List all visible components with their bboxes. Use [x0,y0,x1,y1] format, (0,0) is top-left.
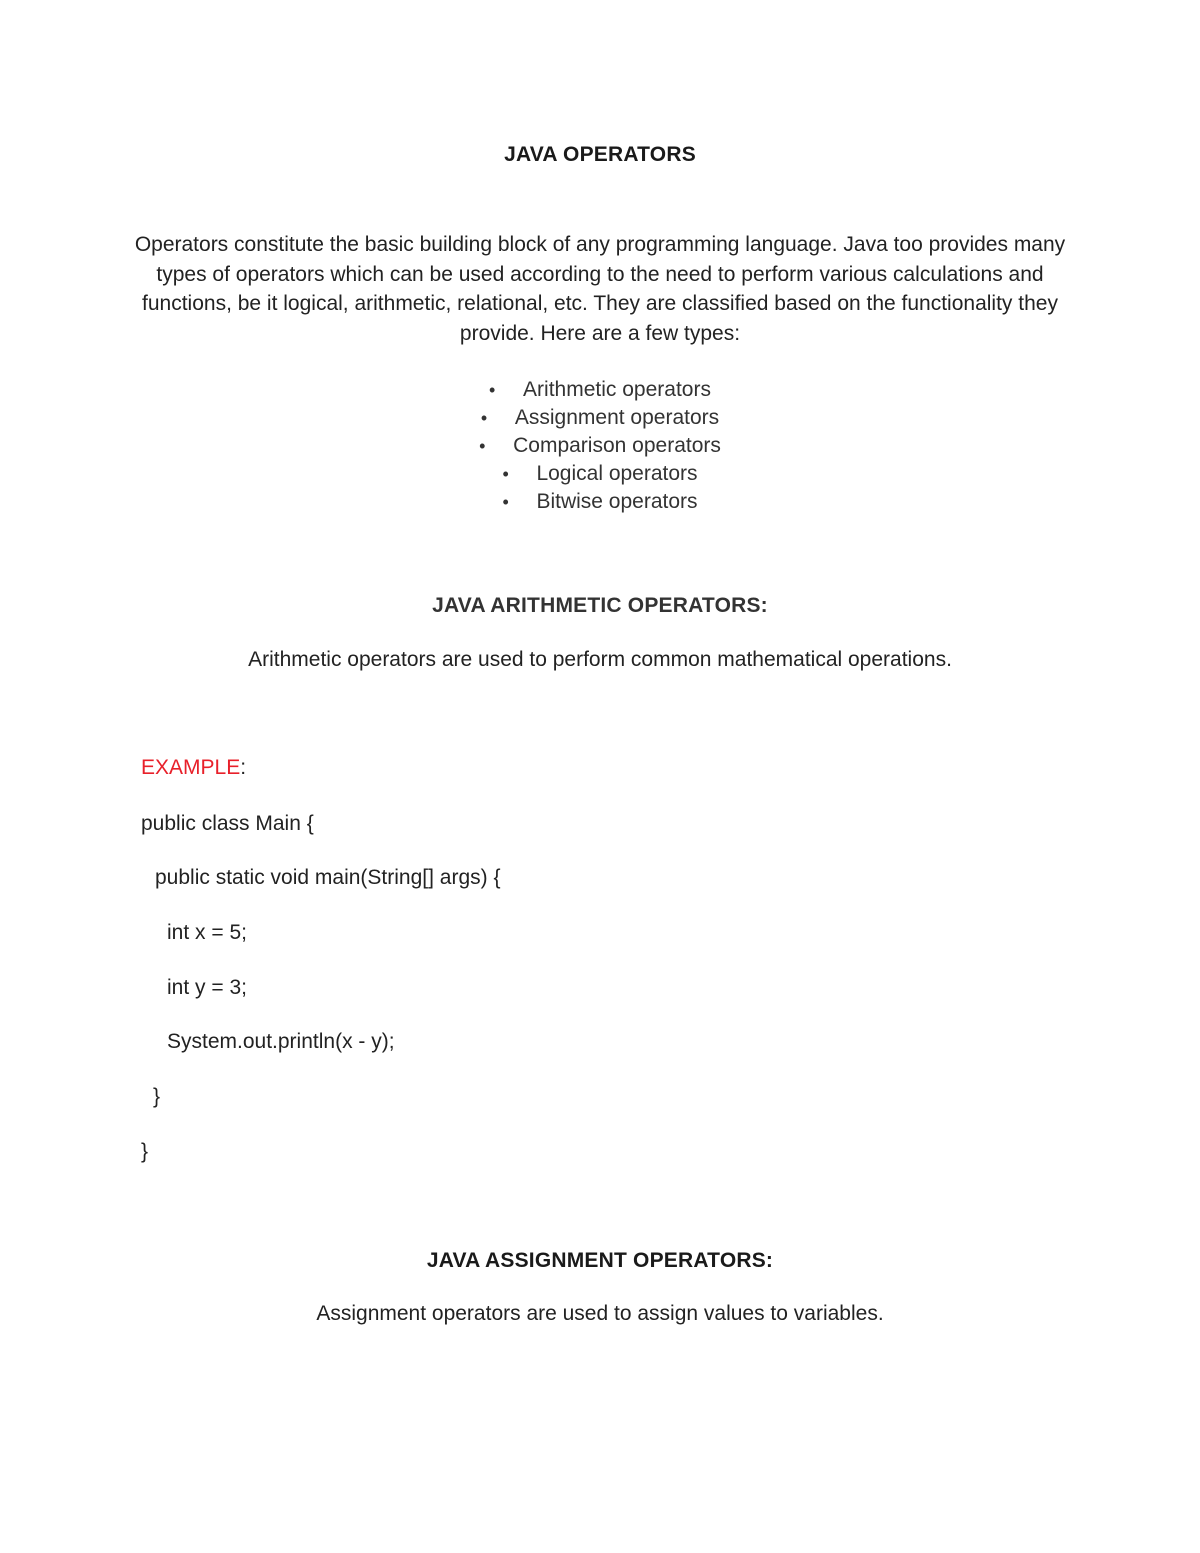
list-item [0,404,1200,432]
code-line: public class Main { [141,812,314,835]
list-item-label: Comparison operators [513,434,721,457]
arithmetic-description: Arithmetic operators are used to perform common mathematical operations. [248,648,952,671]
list-item [0,432,1200,460]
page-title: JAVA OPERATORS [504,143,696,166]
list-item-label: Logical operators [536,462,698,485]
list-item [0,488,1200,516]
code-line: public static void main(String[] args) { [155,866,501,889]
bullet-icon: • [479,436,486,456]
arithmetic-heading: JAVA ARITHMETIC OPERATORS: [432,594,768,617]
bullet-icon: • [480,408,488,428]
list-item [0,376,1200,404]
list-item-label: Bitwise operators [536,490,698,513]
assignment-heading: JAVA ASSIGNMENT OPERATORS: [426,1249,774,1272]
assignment-description: Assignment operators are used to assign values to variables. [316,1302,884,1325]
code-line: int x = 5; [167,921,247,944]
code-line: int y = 3; [167,976,247,999]
code-line: } [141,1140,149,1163]
operator-types-list [0,376,1200,516]
list-item-label: Arithmetic operators [523,378,711,401]
list-item-label: Assignment operators [514,406,720,429]
intro-paragraph: Operators constitute the basic building block of any programming language. Java too provides many types of operators which can be used according to the need to perform various calculations and functions, be it logical, arithmetic, relational, etc. They are classified based on the functionality they provide. Here are a few types: [134,233,1066,345]
example-label-text: EXAMPLE [141,756,241,779]
bullet-icon: • [502,492,509,512]
code-line: } [153,1085,161,1108]
example-label-colon: : [240,756,247,779]
bullet-icon: • [489,380,496,400]
list-item [0,460,1200,488]
bullet-icon: • [502,464,509,484]
example-label [141,756,246,780]
code-line: System.out.println(x - y); [167,1030,395,1053]
